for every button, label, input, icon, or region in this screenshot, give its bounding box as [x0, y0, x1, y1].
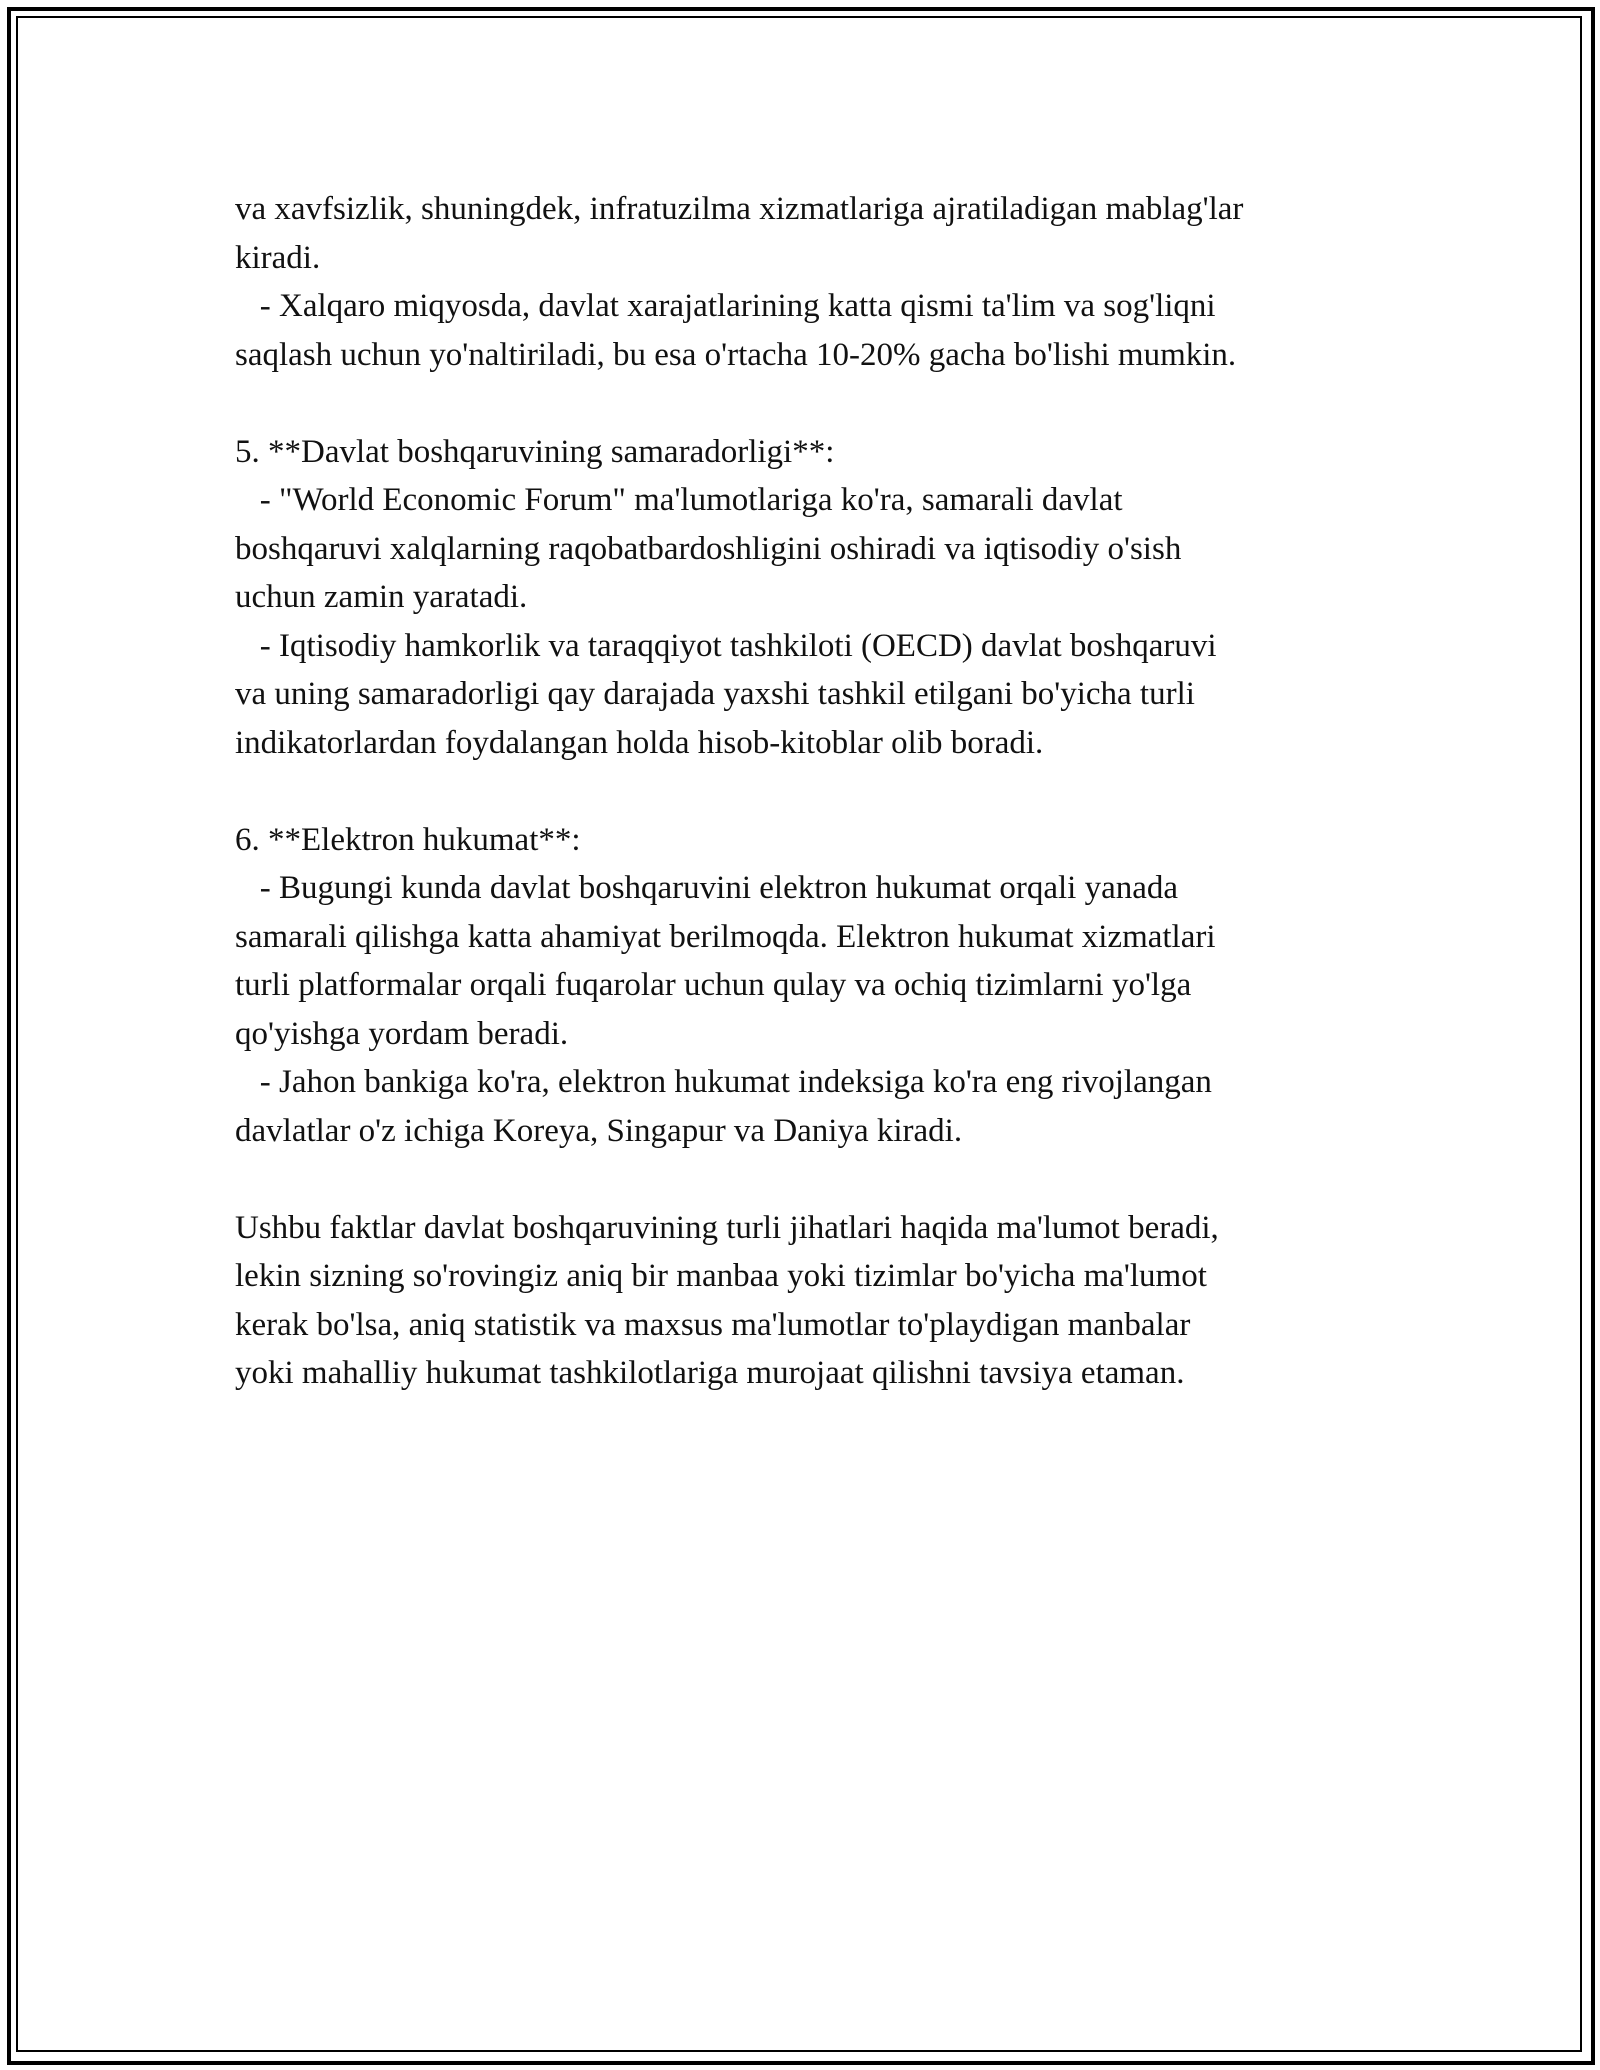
text-line: - Iqtisodiy hamkorlik va taraqqiyot tashkiloti (OECD) davlat boshqaruvi	[235, 627, 1217, 664]
text-line: saqlash uchun yo'naltiriladi, bu esa o'rtacha 10-20% gacha bo'lishi mumkin.	[235, 336, 1237, 373]
text-line: turli platformalar orqali fuqarolar uchun qulay va ochiq tizimlarni yo'lga	[235, 967, 1192, 1003]
text-line: - Bugungi kunda davlat boshqaruvini elektron hukumat orqali yanada	[235, 870, 1179, 906]
text-line: davlatlar o'z ichiga Koreya, Singapur va Daniya kiradi.	[235, 1112, 963, 1149]
paragraph-gap	[235, 379, 1395, 428]
text-line: Ushbu faktlar davlat boshqaruvining turli jihatlari haqida ma'lumot beradi,	[235, 1209, 1219, 1246]
text-line: - Jahon bankiga ko'ra, elektron hukumat indeksiga ko'ra eng rivojlangan	[235, 1064, 1212, 1100]
text-line: samarali qilishga katta ahamiyat berilmoqda. Elektron hukumat xizmatlari	[235, 918, 1216, 955]
text-line: boshqaruvi xalqlarning raqobatbardoshligini oshiradi va iqtisodiy o'sish	[235, 530, 1182, 567]
text-line: va uning samaradorligi qay darajada yaxshi tashkil etilgani bo'yicha turli	[235, 676, 1195, 712]
text-line: kerak bo'lsa, aniq statistik va maxsus ma'lumotlar to'playdigan manbalar	[235, 1306, 1191, 1343]
text-line: qo'yishga yordam beradi.	[235, 1015, 569, 1052]
paragraph-gap	[235, 767, 1395, 816]
paragraph-gap	[235, 1155, 1395, 1204]
paragraph-continuation	[235, 185, 1395, 379]
text-line: - "World Economic Forum" ma'lumotlariga ko'ra, samarali davlat	[235, 482, 1123, 518]
section-heading: 5. **Davlat boshqaruvining samaradorligi**:	[235, 433, 835, 470]
text-line: uchun zamin yaratadi.	[235, 579, 528, 615]
text-line: lekin sizning so'rovingiz aniq bir manbaa yoki tizimlar bo'yicha ma'lumot	[235, 1258, 1207, 1294]
text-line: - Xalqaro miqyosda, davlat xarajatlarining katta qismi ta'lim va sog'liqni	[235, 288, 1216, 324]
section-5	[235, 428, 1395, 768]
text-line: kiradi.	[235, 239, 321, 276]
section-6	[235, 816, 1395, 1156]
text-line: indikatorlardan foydalangan holda hisob-kitoblar olib boradi.	[235, 724, 1044, 761]
text-line: yoki mahalliy hukumat tashkilotlariga murojaat qilishni tavsiya etaman.	[235, 1355, 1185, 1391]
document-body	[235, 185, 1395, 1398]
section-heading: 6. **Elektron hukumat**:	[235, 821, 581, 858]
closing-paragraph	[235, 1204, 1395, 1398]
text-line: va xavfsizlik, shuningdek, infratuzilma xizmatlariga ajratiladigan mablag'lar	[235, 191, 1244, 227]
